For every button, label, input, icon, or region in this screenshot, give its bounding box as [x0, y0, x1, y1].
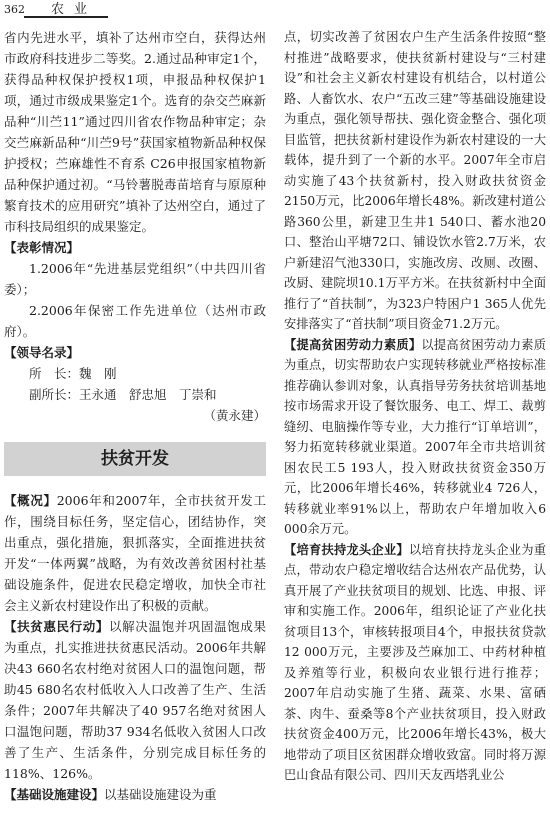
labor-paragraph: [284, 335, 546, 540]
labor-text: 以提高贫困劳动力素质为重点，切实帮助农户实现转移就业严格按标准推荐确认参训对象，认真指导劳务扶贫培训基地按市场需求开设了餐饮服务、电工、焊工、裁剪缝纫、电脑操作等专业，大力推行“订单培训”，努力拓宽转移就业渠道。2007年全市共培训贫困农民工5 193人，投入财政扶贫资金350万元，比2006年增长46%，转移就业4 726人，转移就业率91%以上，帮助农户年增加收入6 000余万元。: [284, 337, 547, 536]
award-item-1: 1.2006年“先进基层党组织”（中共四川省委）；: [4, 261, 266, 297]
awards-heading: 【表彰情况】: [4, 240, 80, 255]
relief-paragraph: [4, 616, 266, 784]
dragon-text: 以培育扶持龙头企业为重点，带动农户稳定增收结合达州农产品优势，认真开展了产业扶贫项目的规划、比选、申报、评审和实施工作。2006年，组织论证了产业化扶贫项目13个，审核转报项目4个，申报扶贫贷款12 000万元，主要涉及苎麻加工、中药材种植及养殖等行业，积极向农业银行进行推荐；2007年启动实施了生猪、蔬菜、水果、富硒茶、肉牛、蚕桑等8个产业扶贫项目，投入财政扶贫资金400万元，比2006年增长43%，极大地带动了项目区贫困群众增收致富。同时将万源巴山食品有限公司、四川天友西塔乳业公: [284, 542, 546, 782]
infra-text: 以基础设施建设为重: [104, 787, 217, 802]
page-number: 362: [4, 3, 25, 16]
leaders-heading: 【领导名录】: [4, 345, 80, 360]
leader-line-1: 所 长：魏 刚: [29, 366, 117, 381]
overview-heading: 【概况】: [4, 493, 57, 508]
relief-heading: 【扶贫惠民行动】: [4, 619, 110, 634]
dragon-paragraph: [284, 540, 546, 786]
dragon-heading: 【培育扶持龙头企业】: [284, 542, 409, 557]
left-column: [4, 27, 266, 805]
page-header: [4, 3, 97, 16]
right-paragraph-1: 点，切实改善了贫困农户生产生活条件按照“整村推进”战略要求，使扶贫新村建设与“三村建设”和社会主义新农村建设有机结合，以村道公路、人畜饮水、农户“五改三建”等基础设施建设为重点，强化领导帮扶、强化资金整合、强化项目监管，把扶贫新村建设作为新农村建设的一大载体，提升到了一个新的水平。2007年全市启动实施了43个扶贫新村，投入财政扶贫资金2150万元，比2006年增长48%。新改建村道公路360公里，新建卫生井1 540口、蓄水池20口、整治山平塘72口、铺设饮水管2.7万米，农户新建沼气池330口，实施改房、改厕、改圈、改厨、建院坝10.1万平方米。在扶贫新村中全面推行了“首扶制”，为323户特困户1 365人优先安排落实了“首扶制”项目资金71.2万元。: [284, 30, 546, 331]
header-rule: [24, 16, 108, 18]
infra-heading: 【基础设施建设】: [4, 787, 105, 802]
overview-text: 2006年和2007年，全市扶贫开发工作，围绕目标任务，坚定信心，团结协作，突出重点，强化措施，狠抓落实，全面推进扶贫开发“一体两翼”战略，为有效改善贫困村社基础设施条件，促进农民稳定增收，加快全市社会主义新农村建设作出了积极的贡献。: [4, 493, 266, 613]
overview-paragraph: [4, 490, 266, 616]
right-column: [284, 27, 546, 786]
award-item-2: 2.2006年保密工作先进单位（达州市政府）。: [4, 303, 266, 339]
section-banner: 扶贫开发: [4, 442, 266, 476]
relief-text: 以解决温饱并巩固温饱成果为重点，扎实推进扶贫惠民活动。2006年共解决43 660名农村绝对贫困人口的温饱问题，帮助45 680名农村低收入人口改善了生产、生活条件；2007年共解决了40 957名绝对贫困人口温饱问题，帮助37 934名低收入贫困人口改善了生产、生活条件，分别完成目标任务的118%、126%。: [4, 619, 266, 781]
labor-heading: 【提高贫困劳动力素质】: [284, 337, 422, 352]
section-title: 农业: [51, 2, 98, 17]
leader-line-2: 副所长：王永通 舒忠旭 丁崇和: [29, 387, 217, 402]
infra-paragraph: [4, 784, 266, 805]
author-signature: （黄永建）: [203, 408, 266, 423]
left-paragraph-1: 省内先进水平，填补了达州市空白，获得达州市政府科技进步二等奖。2.通过品种审定1个，获得品种权保护授权1项，申报品种权保护1项，通过市级成果鉴定1个。选育的杂交苎麻新品种“川苎11”通过四川省农作物品种审定；杂交苎麻新品种“川苎9号”获国家植物新品种权保护授权；苎麻雄性不育系 C26申报国家植物新品种保护通过初。“马铃薯脱毒苗培育与原原种繁育技术的应用研究”填补了达州空白，通过了市科技局组织的成果鉴定。: [4, 30, 266, 234]
